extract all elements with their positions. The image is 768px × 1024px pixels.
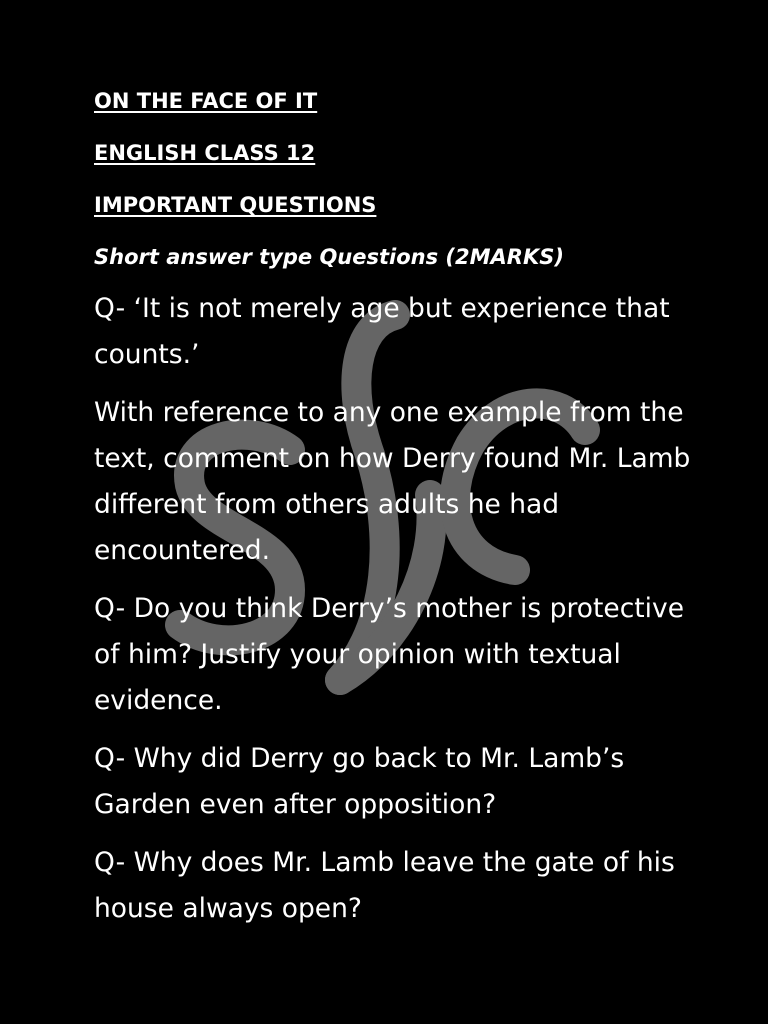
- question-2: Q- Do you think Derry’s mother is protective of him? Justify your opinion with textual evidence.: [94, 593, 685, 716]
- document-title: ON THE FACE OF IT: [94, 89, 318, 113]
- question-3: Q- Why did Derry go back to Mr. Lamb’s Garden even after opposition?: [94, 743, 625, 820]
- question-1: Q- ‘It is not merely age but experience that counts.’: [94, 293, 670, 370]
- subsection-heading: Short answer type Questions (2MARKS): [94, 245, 564, 269]
- question-4: Q- Why does Mr. Lamb leave the gate of his house always open?: [94, 847, 675, 924]
- document-content: [94, 86, 714, 944]
- question-1-detail: With reference to any one example from the text, comment on how Derry found Mr. Lamb different from others adults he had encountered.: [94, 397, 691, 566]
- section-heading: IMPORTANT QUESTIONS: [94, 193, 377, 217]
- class-line: ENGLISH CLASS 12: [94, 141, 316, 165]
